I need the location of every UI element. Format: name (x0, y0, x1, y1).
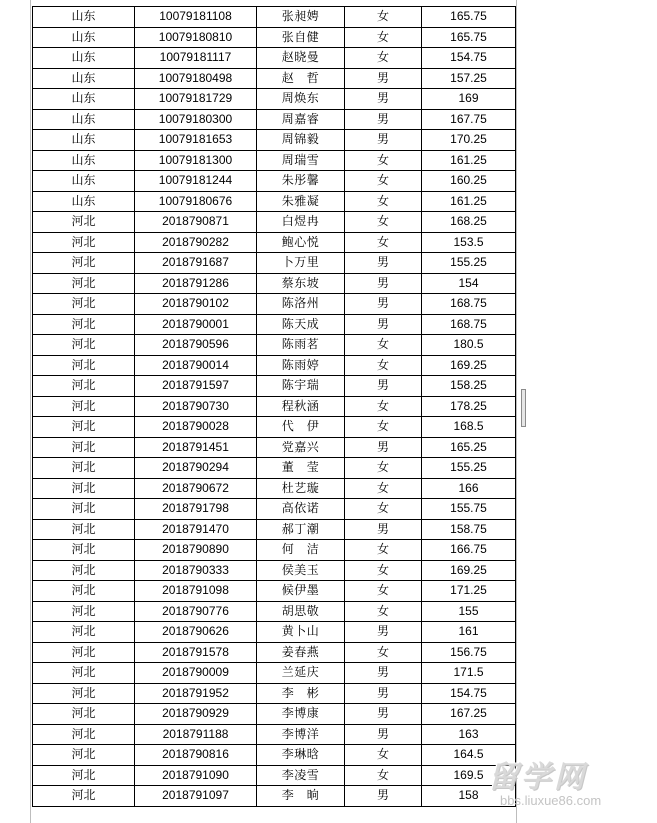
candidate-id-cell: 10079180498 (135, 68, 257, 89)
region-cell: 河北 (33, 765, 135, 786)
candidate-id-cell: 2018791470 (135, 519, 257, 540)
score-cell: 167.25 (422, 704, 516, 725)
candidate-name-cell: 陈洛州 (257, 294, 345, 315)
candidate-name-cell: 朱彤馨 (257, 171, 345, 192)
score-cell: 169.5 (422, 765, 516, 786)
score-cell: 169 (422, 89, 516, 110)
table-row (33, 48, 516, 69)
candidate-name-cell: 陈天成 (257, 314, 345, 335)
candidate-name-cell: 陈宇瑞 (257, 376, 345, 397)
candidate-name-cell: 赵晓曼 (257, 48, 345, 69)
table-row (33, 745, 516, 766)
score-cell: 168.5 (422, 417, 516, 438)
candidate-id-cell: 10079181300 (135, 150, 257, 171)
table-row (33, 765, 516, 786)
table-row (33, 396, 516, 417)
candidate-id-cell: 2018791798 (135, 499, 257, 520)
candidate-name-cell: 李 晌 (257, 786, 345, 807)
table-row (33, 68, 516, 89)
region-cell: 山东 (33, 191, 135, 212)
candidate-id-cell: 2018791097 (135, 786, 257, 807)
page-margin-line-left (30, 0, 31, 823)
gender-cell: 男 (345, 109, 422, 130)
table-row (33, 89, 516, 110)
table-row (33, 437, 516, 458)
candidate-id-cell: 10079181653 (135, 130, 257, 151)
score-cell: 165.25 (422, 437, 516, 458)
candidate-name-cell: 鲍心悦 (257, 232, 345, 253)
region-cell: 河北 (33, 704, 135, 725)
candidate-id-cell: 2018790596 (135, 335, 257, 356)
score-cell: 171.5 (422, 663, 516, 684)
score-table-container (32, 6, 515, 807)
region-cell: 山东 (33, 27, 135, 48)
score-cell: 170.25 (422, 130, 516, 151)
region-cell: 河北 (33, 355, 135, 376)
region-cell: 河北 (33, 376, 135, 397)
candidate-id-cell: 2018791952 (135, 683, 257, 704)
gender-cell: 女 (345, 150, 422, 171)
table-row (33, 273, 516, 294)
score-cell: 154.75 (422, 683, 516, 704)
region-cell: 河北 (33, 663, 135, 684)
candidate-name-cell: 李 彬 (257, 683, 345, 704)
score-cell: 155.25 (422, 253, 516, 274)
score-cell: 165.75 (422, 7, 516, 28)
candidate-name-cell: 高依诺 (257, 499, 345, 520)
table-row (33, 458, 516, 479)
score-cell: 166.75 (422, 540, 516, 561)
score-table (32, 6, 516, 807)
candidate-id-cell: 2018791090 (135, 765, 257, 786)
gender-cell: 男 (345, 273, 422, 294)
candidate-name-cell: 周嘉睿 (257, 109, 345, 130)
candidate-name-cell: 周瑞雪 (257, 150, 345, 171)
table-row (33, 499, 516, 520)
gender-cell: 女 (345, 765, 422, 786)
candidate-name-cell: 姜春燕 (257, 642, 345, 663)
candidate-name-cell: 卜万里 (257, 253, 345, 274)
score-cell: 167.75 (422, 109, 516, 130)
candidate-name-cell: 代 伊 (257, 417, 345, 438)
candidate-name-cell: 周焕东 (257, 89, 345, 110)
candidate-id-cell: 2018790001 (135, 314, 257, 335)
gender-cell: 女 (345, 171, 422, 192)
table-row (33, 663, 516, 684)
gender-cell: 男 (345, 89, 422, 110)
table-row (33, 355, 516, 376)
table-row (33, 786, 516, 807)
region-cell: 河北 (33, 437, 135, 458)
gender-cell: 女 (345, 560, 422, 581)
region-cell: 河北 (33, 601, 135, 622)
candidate-id-cell: 10079180300 (135, 109, 257, 130)
gender-cell: 女 (345, 335, 422, 356)
candidate-id-cell: 2018790014 (135, 355, 257, 376)
candidate-id-cell: 10079181108 (135, 7, 257, 28)
candidate-name-cell: 蔡东坡 (257, 273, 345, 294)
candidate-id-cell: 2018790871 (135, 212, 257, 233)
score-cell: 158 (422, 786, 516, 807)
table-row (33, 704, 516, 725)
score-cell: 161.25 (422, 150, 516, 171)
region-cell: 山东 (33, 171, 135, 192)
score-cell: 154 (422, 273, 516, 294)
candidate-id-cell: 2018790009 (135, 663, 257, 684)
region-cell: 河北 (33, 745, 135, 766)
table-row (33, 253, 516, 274)
region-cell: 河北 (33, 622, 135, 643)
gender-cell: 男 (345, 376, 422, 397)
candidate-id-cell: 2018791597 (135, 376, 257, 397)
gender-cell: 女 (345, 355, 422, 376)
gender-cell: 女 (345, 601, 422, 622)
candidate-id-cell: 2018790730 (135, 396, 257, 417)
gender-cell: 女 (345, 581, 422, 602)
score-cell: 155 (422, 601, 516, 622)
candidate-name-cell: 胡思敬 (257, 601, 345, 622)
candidate-name-cell: 陈雨茗 (257, 335, 345, 356)
candidate-name-cell: 郝丁潮 (257, 519, 345, 540)
region-cell: 河北 (33, 417, 135, 438)
gender-cell: 女 (345, 48, 422, 69)
gender-cell: 男 (345, 294, 422, 315)
table-row (33, 724, 516, 745)
candidate-id-cell: 2018790890 (135, 540, 257, 561)
gender-cell: 男 (345, 253, 422, 274)
gender-cell: 女 (345, 191, 422, 212)
score-cell: 157.25 (422, 68, 516, 89)
candidate-id-cell: 2018791687 (135, 253, 257, 274)
gender-cell: 女 (345, 417, 422, 438)
region-cell: 河北 (33, 294, 135, 315)
gender-cell: 女 (345, 212, 422, 233)
gender-cell: 女 (345, 232, 422, 253)
candidate-name-cell: 张昶娉 (257, 7, 345, 28)
candidate-id-cell: 2018791098 (135, 581, 257, 602)
candidate-id-cell: 2018790929 (135, 704, 257, 725)
region-cell: 河北 (33, 560, 135, 581)
region-cell: 河北 (33, 396, 135, 417)
candidate-name-cell: 候伊墨 (257, 581, 345, 602)
region-cell: 河北 (33, 232, 135, 253)
candidate-id-cell: 2018790282 (135, 232, 257, 253)
region-cell: 河北 (33, 642, 135, 663)
score-cell: 153.5 (422, 232, 516, 253)
region-cell: 河北 (33, 519, 135, 540)
score-cell: 155.25 (422, 458, 516, 479)
region-cell: 山东 (33, 89, 135, 110)
region-cell: 河北 (33, 253, 135, 274)
candidate-name-cell: 李凌雪 (257, 765, 345, 786)
table-row (33, 581, 516, 602)
candidate-name-cell: 黄卜山 (257, 622, 345, 643)
table-row (33, 212, 516, 233)
candidate-name-cell: 董 莹 (257, 458, 345, 479)
region-cell: 河北 (33, 335, 135, 356)
table-row (33, 601, 516, 622)
gender-cell: 女 (345, 7, 422, 28)
candidate-id-cell: 2018790626 (135, 622, 257, 643)
gender-cell: 男 (345, 314, 422, 335)
table-row (33, 376, 516, 397)
gender-cell: 女 (345, 540, 422, 561)
score-table-body (33, 7, 516, 807)
gender-cell: 女 (345, 499, 422, 520)
candidate-id-cell: 2018791578 (135, 642, 257, 663)
score-cell: 155.75 (422, 499, 516, 520)
table-row (33, 622, 516, 643)
candidate-id-cell: 10079180676 (135, 191, 257, 212)
gender-cell: 男 (345, 622, 422, 643)
region-cell: 河北 (33, 786, 135, 807)
score-cell: 154.75 (422, 48, 516, 69)
score-cell: 178.25 (422, 396, 516, 417)
table-row (33, 7, 516, 28)
region-cell: 河北 (33, 724, 135, 745)
scroll-handle[interactable] (521, 389, 526, 427)
candidate-id-cell: 2018790028 (135, 417, 257, 438)
watermark-text: 留学网 (488, 760, 587, 795)
gender-cell: 男 (345, 130, 422, 151)
gender-cell: 女 (345, 27, 422, 48)
table-row (33, 642, 516, 663)
table-row (33, 314, 516, 335)
candidate-name-cell: 张自健 (257, 27, 345, 48)
candidate-id-cell: 10079181244 (135, 171, 257, 192)
candidate-name-cell: 李琳晗 (257, 745, 345, 766)
score-cell: 168.75 (422, 294, 516, 315)
table-row (33, 519, 516, 540)
candidate-id-cell: 2018790672 (135, 478, 257, 499)
table-row (33, 294, 516, 315)
gender-cell: 女 (345, 642, 422, 663)
candidate-name-cell: 何 洁 (257, 540, 345, 561)
score-cell: 158.75 (422, 519, 516, 540)
candidate-name-cell: 程秋涵 (257, 396, 345, 417)
candidate-name-cell: 李博康 (257, 704, 345, 725)
table-row (33, 232, 516, 253)
candidate-id-cell: 2018790816 (135, 745, 257, 766)
score-cell: 164.5 (422, 745, 516, 766)
score-cell: 169.25 (422, 560, 516, 581)
score-cell: 160.25 (422, 171, 516, 192)
table-row (33, 478, 516, 499)
candidate-id-cell: 2018791188 (135, 724, 257, 745)
watermark-url: bbs.liuxue86.com (500, 793, 602, 808)
gender-cell: 女 (345, 745, 422, 766)
candidate-name-cell: 赵 哲 (257, 68, 345, 89)
candidate-name-cell: 侯美玉 (257, 560, 345, 581)
table-row (33, 560, 516, 581)
score-cell: 165.75 (422, 27, 516, 48)
table-row (33, 130, 516, 151)
table-row (33, 150, 516, 171)
score-cell: 168.75 (422, 314, 516, 335)
score-cell: 161.25 (422, 191, 516, 212)
gender-cell: 女 (345, 396, 422, 417)
gender-cell: 女 (345, 478, 422, 499)
gender-cell: 男 (345, 724, 422, 745)
region-cell: 河北 (33, 581, 135, 602)
region-cell: 河北 (33, 273, 135, 294)
table-row (33, 109, 516, 130)
region-cell: 山东 (33, 7, 135, 28)
candidate-name-cell: 李博洋 (257, 724, 345, 745)
table-row (33, 417, 516, 438)
region-cell: 河北 (33, 314, 135, 335)
candidate-name-cell: 白煜冉 (257, 212, 345, 233)
region-cell: 山东 (33, 150, 135, 171)
score-cell: 180.5 (422, 335, 516, 356)
candidate-name-cell: 党嘉兴 (257, 437, 345, 458)
candidate-id-cell: 2018791286 (135, 273, 257, 294)
score-cell: 163 (422, 724, 516, 745)
candidate-name-cell: 陈雨婷 (257, 355, 345, 376)
region-cell: 河北 (33, 683, 135, 704)
table-row (33, 191, 516, 212)
gender-cell: 男 (345, 786, 422, 807)
watermark-logo (486, 752, 651, 816)
region-cell: 河北 (33, 478, 135, 499)
gender-cell: 男 (345, 704, 422, 725)
candidate-id-cell: 2018791451 (135, 437, 257, 458)
table-row (33, 683, 516, 704)
gender-cell: 女 (345, 458, 422, 479)
region-cell: 河北 (33, 212, 135, 233)
candidate-name-cell: 杜艺璇 (257, 478, 345, 499)
region-cell: 山东 (33, 109, 135, 130)
score-cell: 158.25 (422, 376, 516, 397)
region-cell: 山东 (33, 48, 135, 69)
gender-cell: 男 (345, 519, 422, 540)
candidate-id-cell: 10079181117 (135, 48, 257, 69)
score-cell: 161 (422, 622, 516, 643)
candidate-name-cell: 兰延庆 (257, 663, 345, 684)
table-row (33, 335, 516, 356)
score-cell: 156.75 (422, 642, 516, 663)
score-cell: 166 (422, 478, 516, 499)
candidate-id-cell: 2018790294 (135, 458, 257, 479)
table-row (33, 171, 516, 192)
candidate-id-cell: 10079181729 (135, 89, 257, 110)
score-cell: 169.25 (422, 355, 516, 376)
table-row (33, 27, 516, 48)
gender-cell: 男 (345, 437, 422, 458)
candidate-id-cell: 10079180810 (135, 27, 257, 48)
candidate-id-cell: 2018790102 (135, 294, 257, 315)
region-cell: 山东 (33, 130, 135, 151)
gender-cell: 男 (345, 68, 422, 89)
candidate-name-cell: 周锦毅 (257, 130, 345, 151)
gender-cell: 男 (345, 663, 422, 684)
candidate-id-cell: 2018790333 (135, 560, 257, 581)
region-cell: 河北 (33, 458, 135, 479)
candidate-name-cell: 朱雅凝 (257, 191, 345, 212)
table-row (33, 540, 516, 561)
region-cell: 山东 (33, 68, 135, 89)
region-cell: 河北 (33, 540, 135, 561)
region-cell: 河北 (33, 499, 135, 520)
gender-cell: 男 (345, 683, 422, 704)
page-margin-line-right (516, 0, 517, 823)
score-cell: 171.25 (422, 581, 516, 602)
candidate-id-cell: 2018790776 (135, 601, 257, 622)
score-cell: 168.25 (422, 212, 516, 233)
